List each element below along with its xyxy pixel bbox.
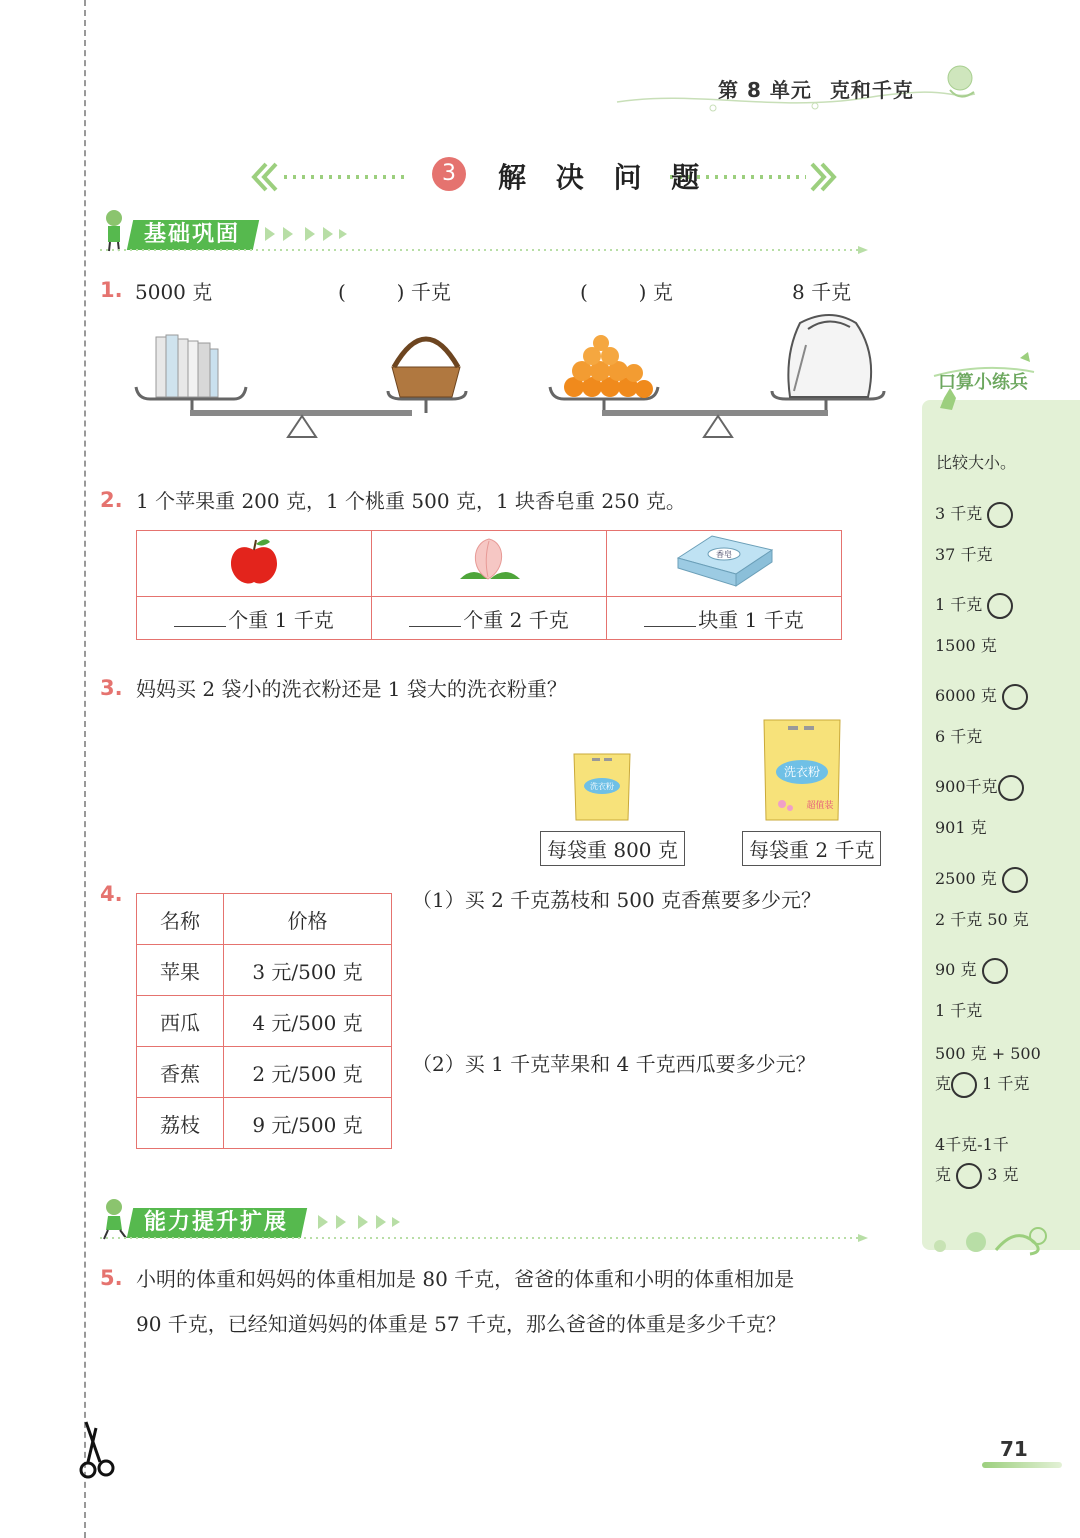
q1-label-oranges: ( ) 克 [580,280,673,304]
compare-circle[interactable] [1002,867,1028,893]
compare-item: 2500 克 [935,866,1028,893]
sidebar-intro: 比较大小。 [936,453,1017,472]
compare-item: 克 1 千克 [935,1071,1029,1098]
compare-item-8-a: 4千克-1千 [935,1135,1009,1154]
q5-line-2: 90 千克，已经知道妈妈的体重是 57 千克，那么爸爸的体重是多少千克？ [136,1312,786,1336]
compare-item-b: 2 千克 50 克 [935,910,1029,929]
q2-apple-cell [137,531,372,597]
big-bag-text: 洗衣粉 [783,765,821,779]
q1-label-basket: ( ) 千克 [338,280,451,304]
compare-item: 90 克 [935,957,1008,984]
apple-icon [226,536,282,586]
q4-sub-question-2: （2）买 1 千克苹果和 4 千克西瓜要多少元？ [412,1052,816,1076]
q1-number: 1. [100,278,123,302]
soap-label: 香皂 [716,550,732,559]
scissors-icon [78,1420,120,1482]
page-number-bar [982,1462,1062,1468]
banner-dotted-line [100,246,870,258]
balance-scale-1 [136,335,466,437]
table-cell: 西瓜 [137,996,224,1047]
compare-item: 1 千克 [935,592,1013,619]
compare-circle[interactable] [951,1072,977,1098]
compare-item: 3 千克 [935,501,1013,528]
table-row [137,996,392,1047]
banner-basic-label: 基础巩固 [127,220,259,250]
banner-basic [100,218,870,254]
q2-cell-peach-answer[interactable]: 个重 2 千克 [372,597,607,640]
q1-balance-scales [130,305,890,445]
table-cell: 苹果 [137,945,224,996]
compare-circle[interactable] [987,593,1013,619]
compare-circle[interactable] [987,502,1013,528]
table-cell: 2 元/500 克 [224,1047,392,1098]
peach-icon [454,535,524,587]
table-cell: 3 元/500 克 [224,945,392,996]
sidebar-bottom-decoration [926,1222,1056,1266]
unit-title: 克和千克 [829,78,914,102]
q3-big-bag-label: 每袋重 2 千克 [742,831,881,866]
small-bag-text: 洗衣粉 [590,782,614,791]
table-cell: 香蕉 [137,1047,224,1098]
compare-item: 900千克 [935,774,1024,801]
compare-item-b: 1500 克 [935,636,997,655]
q1-label-bag: 8 千克 [792,280,852,304]
table-cell: 荔枝 [137,1098,224,1149]
q4-sub-question-1: （1）买 2 千克荔枝和 500 克香蕉要多少元？ [412,888,822,912]
q2-table [136,530,842,640]
compare-circle[interactable] [998,775,1024,801]
compare-item-b: 901 克 [935,818,987,837]
q2-number: 2. [100,488,123,512]
banner-extend [100,1206,870,1242]
table-row [137,1047,392,1098]
section-number: 3 [432,157,466,191]
q2-peach-cell [372,531,607,597]
sidebar-title: 口算小练兵 [938,372,1028,393]
big-bag-subtext: 超值装 [806,801,834,811]
banner-extend-label: 能力提升扩展 [127,1208,307,1238]
cut-line [84,0,86,1538]
table-row [137,945,392,996]
compare-item: 克 3 克 [935,1162,1018,1189]
compare-item: 6000 克 [935,683,1028,710]
small-detergent-bag [570,750,634,824]
q2-text: 1 个苹果重 200 克，1 个桃重 500 克，1 块香皂重 250 克。 [136,489,686,513]
unit-number: 第 8 单元 [718,78,812,102]
table-cell: 4 元/500 克 [224,996,392,1047]
banner-arrows [318,1212,408,1232]
q4-number: 4. [100,882,123,906]
big-detergent-bag [758,716,844,824]
compare-item-b: 6 千克 [935,727,983,746]
compare-item-b: 37 千克 [935,545,993,564]
q2-soap-cell [607,531,842,597]
compare-circle[interactable] [956,1163,982,1189]
section-title: 解 决 问 题 [498,161,710,194]
banner-arrows [265,224,355,244]
balance-scale-2 [550,315,884,437]
compare-item-b: 1 千克 [935,1001,983,1020]
q2-cell-soap-answer[interactable]: 块重 1 千克 [607,597,842,640]
q3-small-bag-label: 每袋重 800 克 [540,831,685,866]
q1-label-books: 5000 克 [135,280,213,304]
unit-header [718,74,914,103]
q2-cell-apple-answer[interactable]: 个重 1 千克 [137,597,372,640]
q4-price-table [136,893,392,1149]
table-header-name: 名称 [137,894,224,945]
soap-icon [674,532,774,590]
q3-number: 3. [100,676,123,700]
compare-circle[interactable] [1002,684,1028,710]
q5-line-1: 小明的体重和妈妈的体重相加是 80 千克，爸爸的体重和小明的体重相加是 [136,1267,795,1291]
q5-number: 5. [100,1266,123,1290]
page-number: 71 [1000,1437,1028,1461]
table-row [137,1098,392,1149]
table-cell: 9 元/500 克 [224,1098,392,1149]
compare-item-7-a: 500 克 + 500 [935,1044,1041,1063]
table-header-price: 价格 [224,894,392,945]
q3-text: 妈妈买 2 袋小的洗衣粉还是 1 袋大的洗衣粉重？ [136,677,567,701]
compare-circle[interactable] [982,958,1008,984]
banner-dotted-line [100,1234,870,1246]
table-header-row [137,894,392,945]
